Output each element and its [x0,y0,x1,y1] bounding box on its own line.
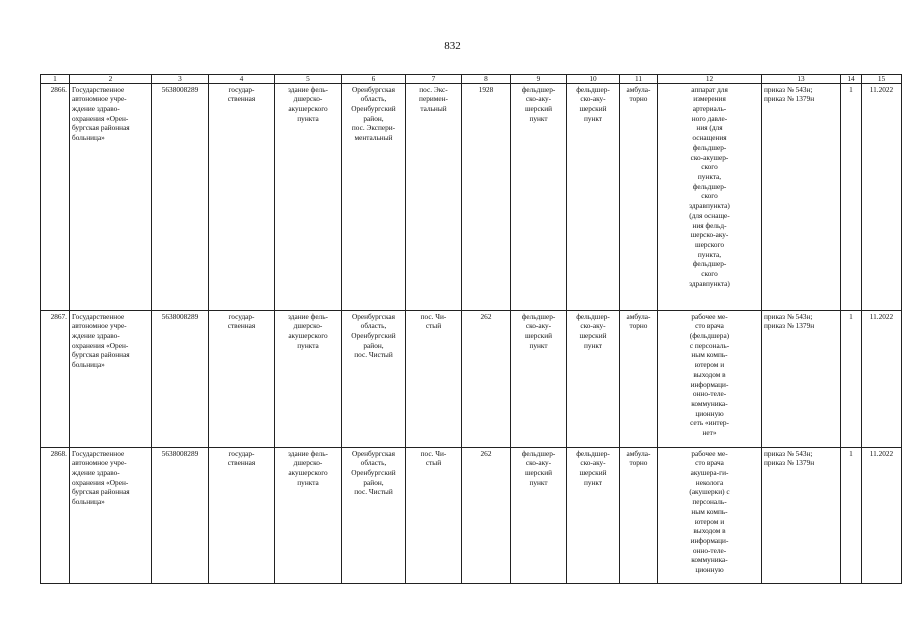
cell-text-line: нет» [702,428,717,438]
cell-text-line: 1 [849,311,853,321]
cell-text-line: персональ- [692,497,727,507]
population-cell [462,310,511,447]
cell-text-line: артериаль- [692,104,727,114]
cell-text-line: бургская районная [72,487,130,497]
page-number: 832 [444,40,461,52]
cell-text-line: ционную [695,565,724,575]
cell-text-line: фельдшер- [521,84,556,94]
building-cell [275,310,342,447]
facility-name-cell [567,83,620,310]
building-cell [275,83,342,310]
cell-text-line: амбула- [626,448,651,458]
cell-text-line: Оренбургская [351,311,396,321]
cell-text-line: стый [425,458,442,468]
cell-text-line: рабочее ме- [691,448,728,458]
date-cell [862,83,902,310]
care-type-cell [620,310,658,447]
cell-text-line: акушера-ги- [690,468,729,478]
facility-type-cell [511,310,567,447]
column-header: 1 [41,75,70,84]
cell-text-line: область, [360,94,387,104]
cell-text-line: информаци- [690,535,729,545]
cell-text-line: сто врача [695,321,724,331]
cell-text-line: фельдшер- [576,311,610,321]
cell-text-line: ско-акушер- [690,152,729,162]
cell-text-line: 5638008289 [161,448,199,458]
cell-text-line: 11.2022 [869,448,894,458]
cell-text-line: ственная [227,321,256,331]
cell-text-line: Оренбургский [351,468,396,478]
cell-text-line: Государственное [72,311,125,321]
cell-text-line: перимен- [419,94,448,104]
cell-text-line: больница» [72,360,105,370]
column-header: 14 [841,75,862,84]
order-cell [762,83,841,310]
cell-text-line: пункт [529,477,548,487]
cell-text-line: пос. Экс- [419,84,448,94]
cell-text-line: больница» [72,497,105,507]
cell-text-line: 1 [849,84,853,94]
cell-text-line: район, [363,477,384,487]
cell-text-line: ско-аку- [525,94,552,104]
address-cell [342,310,406,447]
cell-text-line: автономное учре- [72,321,127,331]
settlement-cell [406,310,462,447]
cell-text-line: Оренбургская [351,448,396,458]
cell-text-line: Оренбургский [351,331,396,341]
cell-text-line: акушерского [288,468,328,478]
cell-text-line: приказ № 1379н [764,94,815,104]
cell-text-line: аппарат для [691,84,728,94]
facility-name-cell [567,310,620,447]
cell-text-line: ным компь- [691,350,728,360]
column-header: 3 [152,75,209,84]
cell-text-line: 1928 [478,84,494,94]
cell-text-line: дшерско- [293,94,323,104]
cell-text-line: автономное учре- [72,458,127,468]
cell-text-line: шерско-аку- [690,230,729,240]
cell-text-line: коммуника- [691,555,728,565]
building-cell [275,447,342,583]
row-number: 2866. [41,83,70,310]
cell-text-line: пункта, [697,249,722,259]
cell-text-line: ния фельд- [692,220,727,230]
cell-text-line: пункта [297,113,319,123]
cell-text-line: государ- [228,84,255,94]
cell-text-line: Оренбургская [351,84,396,94]
cell-text-line: 262 [480,311,492,321]
cell-text-line: здание фель- [288,84,328,94]
cell-text-line: приказ № 543н; [764,311,813,321]
ownership-form-cell [209,83,275,310]
table-row [41,83,902,310]
cell-text-line: (для оснаще- [689,210,730,220]
institution-name-cell [70,447,152,583]
date-cell [862,447,902,583]
cell-text-line: ского [701,269,718,279]
equipment-cell [658,447,762,583]
order-cell [762,447,841,583]
cell-text-line: охранения «Орен- [72,477,129,487]
address-cell [342,83,406,310]
settlement-cell [406,83,462,310]
cell-text-line: приказ № 543н; [764,84,813,94]
cell-text-line: район, [363,340,384,350]
cell-text-line: ственная [227,94,256,104]
cell-text-line: онно-теле- [692,545,727,555]
cell-text-line: пункт [583,477,603,487]
cell-text-line: онно-теле- [692,389,727,399]
cell-text-line: здравпункта) [689,201,730,211]
cell-text-line: пос. Чи- [420,311,447,321]
cell-text-line: фельдшер- [576,84,610,94]
cell-text-line: ского [701,191,718,201]
cell-text-line: измерения [693,94,726,104]
cell-text-line: фельдшер- [521,448,556,458]
row-number: 2868. [41,447,70,583]
cell-text-line: пункт [529,340,548,350]
table-row [41,310,902,447]
institution-name-cell [70,83,152,310]
cell-text-line: ждение здраво- [72,104,120,114]
quantity-cell [841,83,862,310]
cell-text-line: информаци- [690,379,729,389]
cell-text-line: пункта, [697,171,722,181]
column-header: 4 [209,75,275,84]
cell-text-line: шерский [524,331,553,341]
facility-name-cell [567,447,620,583]
cell-text-line: акушерского [288,104,328,114]
column-header: 13 [762,75,841,84]
cell-text-line: пункта [297,477,319,487]
cell-text-line: 5638008289 [161,84,199,94]
cell-text-line: государ- [228,311,255,321]
cell-text-line: пункт [529,113,548,123]
column-header: 10 [567,75,620,84]
cell-text-line: ждение здраво- [72,468,120,478]
cell-text-line: 262 [480,448,492,458]
cell-text-line: Государственное [72,448,125,458]
cell-text-line: шерский [579,104,607,114]
cell-text-line: охранения «Орен- [72,113,129,123]
cell-text-line: здание фель- [288,311,328,321]
cell-text-line: оснащения [692,133,727,143]
cell-text-line: здравпункта) [689,278,730,288]
column-header: 7 [406,75,462,84]
ownership-form-cell [209,310,275,447]
inn-cell [152,447,209,583]
column-header: 9 [511,75,567,84]
column-header: 8 [462,75,511,84]
cell-text-line: коммуника- [691,398,728,408]
facility-type-cell [511,83,567,310]
cell-text-line: приказ № 1379н [764,321,815,331]
cell-text-line: 1 [849,448,853,458]
cell-text-line: дшерско- [293,458,323,468]
cell-text-line: ско-аку- [580,458,606,468]
cell-text-line: шерский [579,468,607,478]
cell-text-line: ютером и [694,360,725,370]
cell-text-line: торно [629,321,648,331]
cell-text-line: выходом в [693,526,726,536]
cell-text-line: здание фель- [288,448,328,458]
cell-text-line: фельдшер- [692,181,727,191]
cell-text-line: фельдшер- [692,259,727,269]
cell-text-line: сто врача [695,458,724,468]
cell-text-line: ско-аку- [525,458,552,468]
cell-text-line: государ- [228,448,255,458]
care-type-cell [620,447,658,583]
cell-text-line: Государственное [72,84,125,94]
institution-name-cell [70,310,152,447]
cell-text-line: ционную [695,408,724,418]
equipment-cell [658,310,762,447]
address-cell [342,447,406,583]
cell-text-line: пос. Экспери- [351,123,396,133]
cell-text-line: пункт [583,340,603,350]
quantity-cell [841,310,862,447]
cell-text-line: бургская районная [72,123,130,133]
cell-text-line: область, [360,458,387,468]
cell-text-line: ско-аку- [525,321,552,331]
cell-text-line: шерского [694,239,725,249]
order-cell [762,310,841,447]
cell-text-line: 11.2022 [869,84,894,94]
column-header: 12 [658,75,762,84]
care-type-cell [620,83,658,310]
cell-text-line: автономное учре- [72,94,127,104]
cell-text-line: приказ № 543н; [764,448,813,458]
cell-text-line: торно [629,94,648,104]
facility-type-cell [511,447,567,583]
cell-text-line: фельдшер- [576,448,610,458]
cell-text-line: бургская районная [72,350,130,360]
cell-text-line: дшерско- [293,321,323,331]
cell-text-line: ного давле- [691,113,728,123]
cell-text-line: ско-аку- [580,321,606,331]
cell-text-line: ментальный [354,133,393,143]
ownership-form-cell [209,447,275,583]
cell-text-line: область, [360,321,387,331]
column-header: 6 [342,75,406,84]
cell-text-line: тальный [420,104,447,114]
inn-cell [152,310,209,447]
column-header: 15 [862,75,902,84]
cell-text-line: шерский [579,331,607,341]
population-cell [462,83,511,310]
cell-text-line: шерский [524,104,553,114]
cell-text-line: амбула- [626,311,651,321]
cell-text-line: (акушерки) с [689,487,730,497]
cell-text-line: пос. Чистый [354,350,393,360]
column-header: 2 [70,75,152,84]
column-header-row [41,75,902,84]
cell-text-line: ния (для [696,123,723,133]
cell-text-line: пункт [583,113,603,123]
column-header: 11 [620,75,658,84]
table-row [41,447,902,583]
cell-text-line: ждение здраво- [72,331,120,341]
population-cell [462,447,511,583]
cell-text-line: амбула- [626,84,651,94]
cell-text-line: пункта [297,340,319,350]
cell-text-line: сеть «интер- [690,418,729,428]
cell-text-line: с персональ- [689,340,730,350]
cell-text-line: фельдшер- [521,311,556,321]
cell-text-line: (фельдшера) [689,331,730,341]
row-number: 2867. [41,310,70,447]
column-header: 5 [275,75,342,84]
cell-text-line: приказ № 1379н [764,458,815,468]
cell-text-line: шерский [524,468,553,478]
cell-text-line: ютером и [694,516,725,526]
cell-text-line: охранения «Орен- [72,340,129,350]
cell-text-line: стый [425,321,442,331]
cell-text-line: 11.2022 [869,311,894,321]
cell-text-line: ско-аку- [580,94,606,104]
cell-text-line: акушерского [288,331,328,341]
cell-text-line: больница» [72,133,105,143]
cell-text-line: торно [629,458,648,468]
cell-text-line: пос. Чи- [420,448,447,458]
cell-text-line: пос. Чистый [354,487,393,497]
cell-text-line: Оренбургский [351,104,396,114]
registry-table [40,74,902,584]
equipment-cell [658,83,762,310]
table-body [41,83,902,583]
cell-text-line: ным компь- [691,506,728,516]
cell-text-line: ственная [227,458,256,468]
cell-text-line: фельдшер- [692,142,727,152]
cell-text-line: выходом в [693,369,726,379]
inn-cell [152,83,209,310]
date-cell [862,310,902,447]
cell-text-line: ского [701,162,718,172]
cell-text-line: 5638008289 [161,311,199,321]
quantity-cell [841,447,862,583]
cell-text-line: район, [363,113,384,123]
cell-text-line: неколога [695,477,724,487]
settlement-cell [406,447,462,583]
cell-text-line: рабочее ме- [691,311,728,321]
